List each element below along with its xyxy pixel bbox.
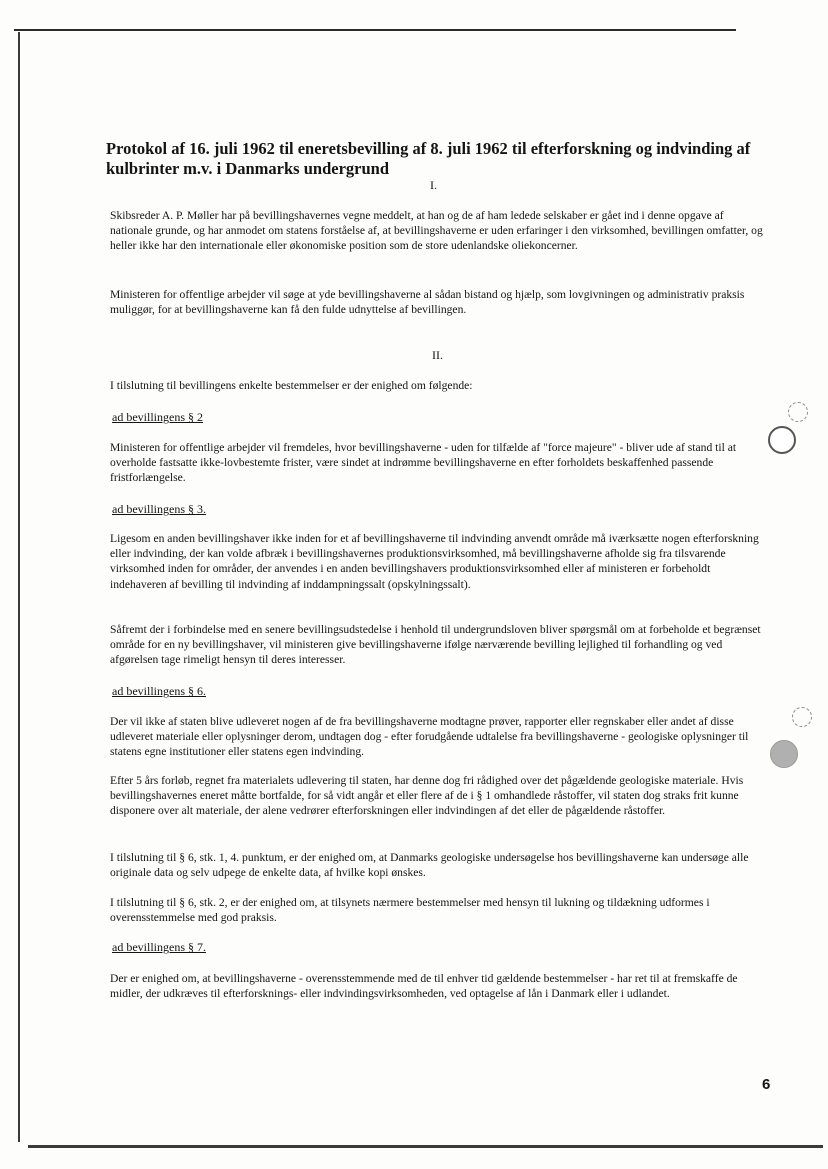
paragraph: Såfremt der i forbindelse med en senere bevillingsudstedelse i henhold til undergrundsloven bliver spørgsmål om at forbeholde et begrænset område for en ny bevillingshaver, vil ministeren give bevillingshaverne ifølge nærværende bevilling lejlighed til forhandling og ved afgørelsen tage rimeligt hensyn til deres interesser. — [110, 623, 761, 667]
paragraph: Efter 5 års forløb, regnet fra materialets udlevering til staten, har denne dog fri rådighed over det pågældende geologiske materiale. Hvis bevillingshavernes eneret måtte bortfalde, for så vidt angår et eller flere af de i § 1 omhandlede råstoffer, vil staten dog straks frit kunne disponere over alt materiale, der alene vedrører efterforskningen eller indvindingen af det eller de pågældende råstoffer. — [110, 774, 744, 818]
punch-hole-mark — [768, 426, 796, 454]
paragraph: Der er enighed om, at bevillingshaverne - overensstemmende med de til enhver tid gældende bestemmelser - har ret til at fremskaffe de midler, der udkræves til efterforsknings- eller indvindingsvirksomheden, ved optagelse af lån i Danmark eller i udlandet. — [110, 972, 738, 1001]
punch-hole-mark — [788, 402, 808, 422]
punch-hole-mark — [770, 740, 798, 768]
scan-top-border — [14, 29, 736, 31]
section-number-1: I. — [430, 178, 437, 192]
section-intro: I tilslutning til bevillingens enkelte bestemmelser er der enighed om følgende: — [110, 379, 473, 392]
subsection-heading-6: ad bevillingens § 6. — [112, 684, 206, 698]
page-number: 6 — [762, 1076, 771, 1093]
paragraph: I tilslutning til § 6, stk. 1, 4. punktum, er der enighed om, at Danmarks geologiske undersøgelse hos bevillingshaverne kan undersøge alle originale data og selv udpege de enkelte data, af hvilke kopi ønskes. — [110, 851, 749, 880]
scan-bottom-border — [28, 1145, 823, 1148]
document-title: Protokol af 16. juli 1962 til eneretsbevilling af 8. juli 1962 til efterforskning og indvinding af kulbrinter m.v. i Danmarks undergrund — [106, 139, 751, 178]
paragraph: Ligesom en anden bevillingshaver ikke inden for et af bevillingshaverne til indvinding anvendt område må iværksætte nogen efterforskning eller indvinding, der kan volde afbræk i bevillingshavernes produktionsvirksomhed, må bevillingshaverne afholde sig fra tilsvarende virksomhed inden for områder, der anvendes i en anden bevillingshavers produktionsvirksomhed eller af ministeren er forbeholdt indehaveren af bevilling til indvinding af inddampningssalt (opskylningssalt). — [110, 532, 759, 591]
paragraph: Skibsreder A. P. Møller har på bevillingshavernes vegne meddelt, at han og de af ham ledede selskaber er gået ind i denne opgave af nationale grunde, og har anmodet om statens forståelse af, at bevillingshaverne er uden erfaringer i den virksomhed, bevillingen omfatter, og heller ikke har den internationale eller økonomiske position som de store udenlandske oliekoncerner. — [110, 209, 763, 253]
paragraph: Ministeren for offentlige arbejder vil søge at yde bevillingshaverne al sådan bistand og hjælp, som lovgivningen og administrativ praksis muliggør, for at bevillingshaverne kan få den fulde udnyttelse af bevillingen. — [110, 288, 745, 317]
scan-left-border — [18, 32, 20, 1142]
section-number-2: II. — [432, 348, 443, 362]
punch-hole-mark — [792, 707, 812, 727]
paragraph: Ministeren for offentlige arbejder vil fremdeles, hvor bevillingshaverne - uden for tilfælde af "force majeure" - bliver ude af stand til at overholde fastsatte ikke-lovbestemte frister, være sindet at indrømme bevillingshaverne en efter forholdets beskaffenhed passende fristforlængelse. — [110, 441, 737, 485]
subsection-heading-7: ad bevillingens § 7. — [112, 940, 206, 954]
paragraph: I tilslutning til § 6, stk. 2, er der enighed om, at tilsynets nærmere bestemmelser med hensyn til lukning og tildækning udformes i overensstemmelse med god praksis. — [110, 896, 710, 925]
paragraph: Der vil ikke af staten blive udleveret nogen af de fra bevillingshaverne modtagne prøver, rapporter eller regnskaber eller andet af disse udleveret materiale eller oplysninger derom, undtagen dog - efter forudgående udtalelse fra bevillingshaverne - geologiske oplysninger til statens egne institutioner eller statens egen indvinding. — [110, 715, 749, 759]
subsection-heading-2: ad bevillingens § 2 — [112, 410, 203, 424]
subsection-heading-3: ad bevillingens § 3. — [112, 502, 206, 516]
